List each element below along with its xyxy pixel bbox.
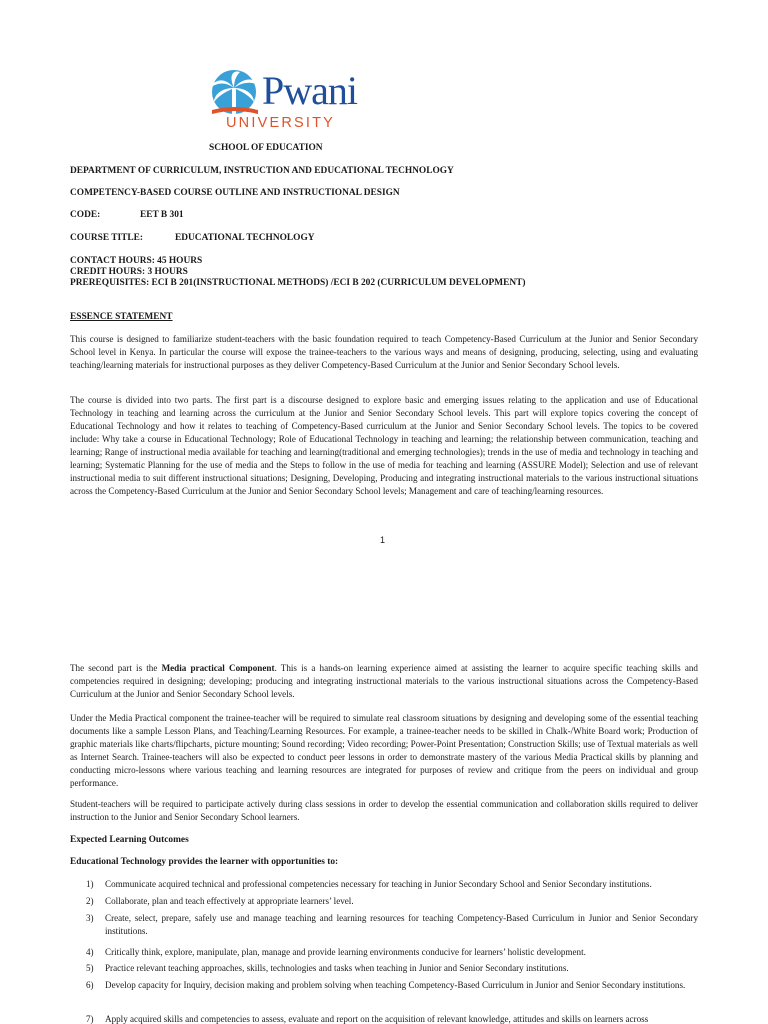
list-item-number: 6) [86, 980, 94, 990]
credit-hours: CREDIT HOURS: 3 HOURS [70, 267, 188, 277]
university-logo [206, 66, 356, 136]
list-item-number: 4) [86, 947, 94, 957]
list-item-number: 2) [86, 896, 94, 906]
list-item-text: Create, select, prepare, safely use and manage teaching and learning resources for teaching Competency-Based Curriculum in Junior and Senior Secondary institutions. [105, 913, 698, 936]
course-code-value: EET B 301 [140, 210, 184, 220]
contact-hours: CONTACT HOURS: 45 HOURS [70, 256, 203, 266]
list-item-number: 1) [86, 879, 94, 889]
course-title-label: COURSE TITLE: [70, 233, 144, 243]
part-two-paragraph-3: Student-teachers will be required to participate actively during class sessions in order to develop the essential communication and collaboration skills required to deliver instruction to the Junior and Senior Secondary School learners. [70, 799, 698, 822]
essence-heading: ESSENCE STATEMENT [70, 312, 173, 322]
department-name: DEPARTMENT OF CURRICULUM, INSTRUCTION AND EDUCATIONAL TECHNOLOGY [70, 166, 454, 176]
list-item-text: Collaborate, plan and teach effectively at appropriate learners’ level. [105, 896, 354, 906]
course-code-label: CODE: [70, 210, 101, 220]
part-two-rest: . This is a hands-on learning experience aimed at assisting the learner to acquire specific teaching skills and competencies required in designing; developing; producing and integrating instructional materials to the various instructional situations across the Competency-Based Curriculum at the Junior and Senior Secondary School levels. [70, 663, 698, 699]
essence-paragraph-2: The course is divided into two parts. The first part is a discourse designed to explore basic and emerging issues relating to the application and use of Educational Technology in teaching and learning across the curriculum at the Junior and Senior Secondary School levels. This part will explore topics covering the concept of Educational Technology and how it relates to teaching of Competency-Based curriculum at the Junior and Senior Secondary School levels. The topics to be covered include: Why take a course in Educational Technology; Role of Educational Technology in teaching and learning; the relationship between communication, teaching and learning; Range of instructional media available for teaching and learning(traditional and emerging technologies); trends in the use of media and technology in teaching and learning; Systematic Planning for the use of media and the Steps to follow in the use of media for teaching and learning (ASSURE Model); Selection and use of relevant instructional media to suit different instructional situations; Designing, Developing, Producing and integrating instructional materials to the various instructional situations across the Competency-Based Curriculum at the Junior and Senior Secondary School levels; Management and care of teaching/learning resources. [70, 395, 698, 496]
list-item-text: Develop capacity for Inquiry, decision making and problem solving when teaching Competency-Based Curriculum in Junior and Senior Secondary institutions. [105, 980, 686, 990]
media-practical-emphasis: Media practical Component [161, 663, 275, 673]
logo-subtitle: UNIVERSITY [226, 115, 336, 131]
school-name: SCHOOL OF EDUCATION [209, 143, 323, 153]
prerequisites: PREREQUISITES: ECI B 201(INSTRUCTIONAL METHODS) /ECI B 202 (CURRICULUM DEVELOPMENT) [70, 278, 526, 288]
list-item-text: Communicate acquired technical and professional competencies necessary for teaching in Junior Secondary School and Senior Secondary institutions. [105, 879, 652, 889]
list-item-text: Critically think, explore, manipulate, plan, manage and provide learning environments conducive for learners’ holistic development. [105, 947, 586, 957]
course-title-value: EDUCATIONAL TECHNOLOGY [175, 233, 315, 243]
list-item-number: 7) [86, 1014, 94, 1024]
page-number: 1 [380, 535, 386, 545]
list-item-number: 5) [86, 963, 94, 973]
outline-title: COMPETENCY-BASED COURSE OUTLINE AND INSTRUCTIONAL DESIGN [70, 188, 400, 198]
list-item-text: Apply acquired skills and competencies to assess, evaluate and report on the acquisition of relevant knowledge, attitudes and skills on learners across [105, 1014, 649, 1024]
outcomes-heading: Expected Learning Outcomes [70, 835, 189, 845]
list-item-number: 3) [86, 913, 94, 923]
essence-paragraph-1: This course is designed to familiarize student-teachers with the basic foundation required to teach Competency-Based Curriculum at the Junior and Senior Secondary School level in Kenya. In particular the course will expose the trainee-teachers to the various ways and means of designing, producing, selecting, using and evaluating teaching/learning materials for instructional purposes as they deliver Competency-Based Curriculum at the Junior and Senior Secondary School levels. [70, 334, 698, 370]
list-item-text: Practice relevant teaching approaches, skills, technologies and tasks when teaching in Junior and Senior Secondary institutions. [105, 963, 569, 973]
part-two-paragraph-2: Under the Media Practical component the trainee-teacher will be required to simulate real classroom situations by designing and developing some of the essential teaching documents like a sample Lesson Plans, and Teaching/Learning Resources. For example, a trainee-teacher needs to be skilled in Chalk-/White Board work; Production of graphic materials like charts/flipcharts, picture mounting; Sound recording; Video recording; Power-Point Presentation; Construction Skills; use of Textual materials as well as Internet Search. Trainee-teachers will also be expected to conduct peer lessons in order to demonstrate mastery of the various Media Practical skills by planning and conducting micro-lessons where various teaching and learning resources are integrated for purposes of review and critique from the peers on individual and group performance. [70, 713, 698, 788]
part-two-paragraph-1 [70, 662, 698, 701]
part-two-prefix: The second part is the [70, 663, 162, 673]
outcomes-list [70, 878, 698, 1024]
logo-wordmark: Pwani [262, 68, 357, 113]
outcomes-intro: Educational Technology provides the learner with opportunities to: [70, 857, 339, 867]
